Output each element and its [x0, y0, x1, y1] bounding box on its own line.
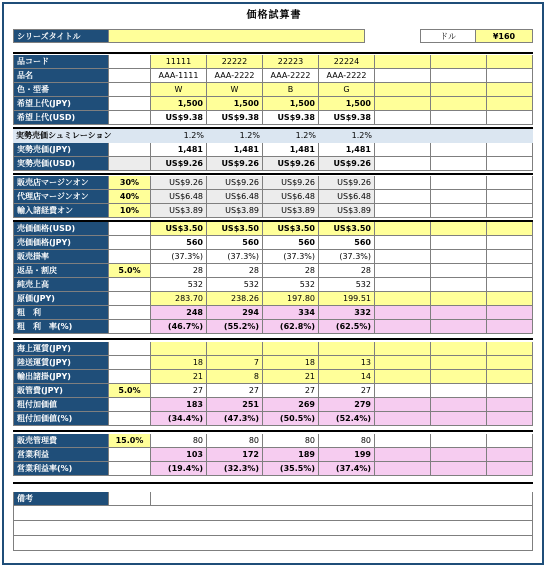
row-profit-rate: 営業利益率(%) (19.4%) (32.3%) (35.5%) (37.4%): [13, 462, 533, 476]
cell[interactable]: US$9.26: [151, 176, 207, 190]
cell[interactable]: 1.2%: [151, 129, 207, 143]
notes-line[interactable]: [13, 521, 533, 536]
cell[interactable]: B: [263, 83, 319, 97]
cell[interactable]: 251: [207, 398, 263, 412]
cell[interactable]: 22223: [263, 55, 319, 69]
cell[interactable]: (50.5%): [263, 412, 319, 426]
cell[interactable]: (55.2%): [207, 320, 263, 334]
cell[interactable]: 1.2%: [319, 129, 375, 143]
row-export: 輸出諸掛(JPY) 21 8 21 14: [13, 370, 533, 384]
row-actual-usd: 実勢売価(USD) US$9.26 US$9.26 US$9.26 US$9.26: [13, 157, 533, 171]
cell[interactable]: 28: [151, 264, 207, 278]
cell[interactable]: 248: [151, 306, 207, 320]
cell[interactable]: 189: [263, 448, 319, 462]
cell[interactable]: US$9.38: [151, 111, 207, 125]
row-simulation: 実勢売価シュミレーション 1.2% 1.2% 1.2% 1.2%: [13, 129, 533, 143]
cell[interactable]: (37.3%): [207, 250, 263, 264]
cell[interactable]: US$9.38: [207, 111, 263, 125]
cell[interactable]: 27: [263, 384, 319, 398]
cell[interactable]: 21: [263, 370, 319, 384]
row-gross: 粗 利 248 294 334 332: [13, 306, 533, 320]
cell[interactable]: 279: [319, 398, 375, 412]
cell[interactable]: (32.3%): [207, 462, 263, 476]
cell[interactable]: (37.3%): [263, 250, 319, 264]
cell[interactable]: 1.2%: [263, 129, 319, 143]
cell[interactable]: US$3.50: [207, 222, 263, 236]
cell[interactable]: US$9.26: [207, 176, 263, 190]
cell[interactable]: 532: [151, 278, 207, 292]
cell[interactable]: US$3.89: [151, 204, 207, 218]
cell[interactable]: 80: [207, 434, 263, 448]
row-margin-import: 輸入諸経費オン 10% US$3.89 US$3.89 US$3.89 US$3.89: [13, 204, 533, 218]
cell[interactable]: 80: [319, 434, 375, 448]
cell[interactable]: W: [151, 83, 207, 97]
cell[interactable]: 28: [319, 264, 375, 278]
cell[interactable]: 332: [319, 306, 375, 320]
cell[interactable]: US$9.26: [263, 157, 319, 171]
cell[interactable]: 560: [263, 236, 319, 250]
cell[interactable]: US$3.50: [319, 222, 375, 236]
cell[interactable]: US$9.26: [263, 176, 319, 190]
cell[interactable]: (62.8%): [263, 320, 319, 334]
fx-label: ドル: [420, 29, 476, 43]
row-retail-usd: 希望上代(USD) US$9.38 US$9.38 US$9.38 US$9.38: [13, 111, 533, 125]
notes-input[interactable]: [151, 492, 533, 506]
cell[interactable]: 22224: [319, 55, 375, 69]
cell[interactable]: (62.5%): [319, 320, 375, 334]
cell[interactable]: 1.2%: [207, 129, 263, 143]
fx-rate-input[interactable]: ¥160: [476, 29, 533, 43]
row-sales-cost: 販管費(JPY) 5.0% 27 27 27 27: [13, 384, 533, 398]
cell[interactable]: (35.5%): [263, 462, 319, 476]
cell[interactable]: 13: [319, 356, 375, 370]
sales-cost-pct-input[interactable]: 5.0%: [109, 384, 151, 398]
cell[interactable]: 560: [207, 236, 263, 250]
cell[interactable]: 8: [207, 370, 263, 384]
row-notes: 備考: [13, 492, 533, 506]
cell[interactable]: US$9.26: [207, 157, 263, 171]
cell[interactable]: AAA-2222: [319, 69, 375, 83]
cell[interactable]: 197.80: [263, 292, 319, 306]
cell[interactable]: (37.3%): [319, 250, 375, 264]
page-title: 価格試算書: [246, 10, 302, 21]
cell[interactable]: 532: [263, 278, 319, 292]
cell[interactable]: 334: [263, 306, 319, 320]
cell[interactable]: US$3.89: [207, 204, 263, 218]
notes-line[interactable]: [13, 506, 533, 521]
cell[interactable]: 18: [151, 356, 207, 370]
cell[interactable]: 28: [263, 264, 319, 278]
row-name: 品名 AAA-1111 AAA-2222 AAA-2222 AAA-2222: [13, 69, 533, 83]
cell[interactable]: 1,500: [319, 97, 375, 111]
cell[interactable]: 11111: [151, 55, 207, 69]
admin-pct-input[interactable]: 15.0%: [109, 434, 151, 448]
row-price-jpy: 売価価格(JPY) 560 560 560 560: [13, 236, 533, 250]
cell[interactable]: US$9.26: [319, 176, 375, 190]
cell[interactable]: 21: [151, 370, 207, 384]
cell[interactable]: 80: [263, 434, 319, 448]
cell[interactable]: (52.4%): [319, 412, 375, 426]
cell[interactable]: 560: [151, 236, 207, 250]
cell[interactable]: 269: [263, 398, 319, 412]
cell[interactable]: 283.70: [151, 292, 207, 306]
cell[interactable]: 1,500: [151, 97, 207, 111]
row-code: 品コード 11111 22222 22223 22224: [13, 55, 533, 69]
returns-pct-input[interactable]: 5.0%: [109, 264, 151, 278]
cell[interactable]: [319, 342, 375, 356]
cell[interactable]: 1,500: [207, 97, 263, 111]
cell[interactable]: 103: [151, 448, 207, 462]
cell[interactable]: (46.7%): [151, 320, 207, 334]
cell[interactable]: [151, 342, 207, 356]
cell[interactable]: 22222: [207, 55, 263, 69]
cell[interactable]: 7: [207, 356, 263, 370]
row-land: 陸送運賃(JPY) 18 7 18 13: [13, 356, 533, 370]
cell[interactable]: [207, 342, 263, 356]
row-sea: 海上運賃(JPY): [13, 342, 533, 356]
cell[interactable]: 1,481: [151, 143, 207, 157]
cell[interactable]: US$9.26: [151, 157, 207, 171]
cell[interactable]: US$3.89: [263, 204, 319, 218]
cell[interactable]: US$6.48: [319, 190, 375, 204]
cell[interactable]: 532: [207, 278, 263, 292]
cell[interactable]: (47.3%): [207, 412, 263, 426]
row-cost: 原価(JPY) 283.70 238.26 197.80 199.51: [13, 292, 533, 306]
cell[interactable]: AAA-2222: [263, 69, 319, 83]
cell[interactable]: 199.51: [319, 292, 375, 306]
cell[interactable]: 14: [319, 370, 375, 384]
row-margin-retailer: 販売店マージンオン 30% US$9.26 US$9.26 US$9.26 US$9.26: [13, 176, 533, 190]
cell[interactable]: 1,481: [319, 143, 375, 157]
cell[interactable]: 532: [319, 278, 375, 292]
row-rate: 販売掛率 (37.3%) (37.3%) (37.3%) (37.3%): [13, 250, 533, 264]
margin-pct-input[interactable]: 10%: [109, 204, 151, 218]
margin-pct-input[interactable]: 40%: [109, 190, 151, 204]
cell[interactable]: 199: [319, 448, 375, 462]
row-profit: 営業利益 103 172 189 199: [13, 448, 533, 462]
cell[interactable]: US$3.50: [151, 222, 207, 236]
cell[interactable]: 27: [207, 384, 263, 398]
margin-pct-input[interactable]: 30%: [109, 176, 151, 190]
cell[interactable]: (19.4%): [151, 462, 207, 476]
row-price-usd: 売価価格(USD) US$3.50 US$3.50 US$3.50 US$3.50: [13, 222, 533, 236]
series-title-input[interactable]: [109, 29, 365, 43]
cell[interactable]: US$9.38: [319, 111, 375, 125]
row-gross-added-rate: 粗付加価値(%) (34.4%) (47.3%) (50.5%) (52.4%): [13, 412, 533, 426]
row-returns: 返品・割戻 5.0% 28 28 28 28: [13, 264, 533, 278]
row-color: 色・型番 W W B G: [13, 83, 533, 97]
cell[interactable]: 1,500: [263, 97, 319, 111]
cell[interactable]: 1,481: [263, 143, 319, 157]
cell[interactable]: 294: [207, 306, 263, 320]
row-admin: 販売管理費 15.0% 80 80 80 80: [13, 434, 533, 448]
row-actual-jpy: 実勢売価(JPY) 1,481 1,481 1,481 1,481: [13, 143, 533, 157]
row-gross-added: 粗付加価値 183 251 269 279: [13, 398, 533, 412]
cell[interactable]: 560: [319, 236, 375, 250]
cell[interactable]: US$3.50: [263, 222, 319, 236]
cell[interactable]: (37.4%): [319, 462, 375, 476]
cell[interactable]: US$6.48: [151, 190, 207, 204]
notes-line[interactable]: [13, 536, 533, 551]
cell[interactable]: US$6.48: [263, 190, 319, 204]
cell[interactable]: US$3.89: [319, 204, 375, 218]
cell[interactable]: 172: [207, 448, 263, 462]
row-net: 純売上高 532 532 532 532: [13, 278, 533, 292]
cell[interactable]: [263, 342, 319, 356]
row-retail-jpy: 希望上代(JPY) 1,500 1,500 1,500 1,500: [13, 97, 533, 111]
cell[interactable]: US$9.38: [263, 111, 319, 125]
cell[interactable]: 18: [263, 356, 319, 370]
cell[interactable]: 80: [151, 434, 207, 448]
cell[interactable]: W: [207, 83, 263, 97]
cell[interactable]: 1,481: [207, 143, 263, 157]
cell[interactable]: US$9.26: [319, 157, 375, 171]
row-margin-agent: 代理店マージンオン 40% US$6.48 US$6.48 US$6.48 US$6.48: [13, 190, 533, 204]
cell[interactable]: US$6.48: [207, 190, 263, 204]
cell[interactable]: 27: [319, 384, 375, 398]
cell[interactable]: G: [319, 83, 375, 97]
row-gross-rate: 粗 利 率(%) (46.7%) (55.2%) (62.8%) (62.5%): [13, 320, 533, 334]
cell[interactable]: AAA-1111: [151, 69, 207, 83]
cell[interactable]: 183: [151, 398, 207, 412]
cell[interactable]: (34.4%): [151, 412, 207, 426]
cell[interactable]: AAA-2222: [207, 69, 263, 83]
cell[interactable]: (37.3%): [151, 250, 207, 264]
cell[interactable]: 238.26: [207, 292, 263, 306]
series-title-label: シリーズタイトル: [13, 29, 109, 43]
cell[interactable]: 27: [151, 384, 207, 398]
cell[interactable]: 28: [207, 264, 263, 278]
